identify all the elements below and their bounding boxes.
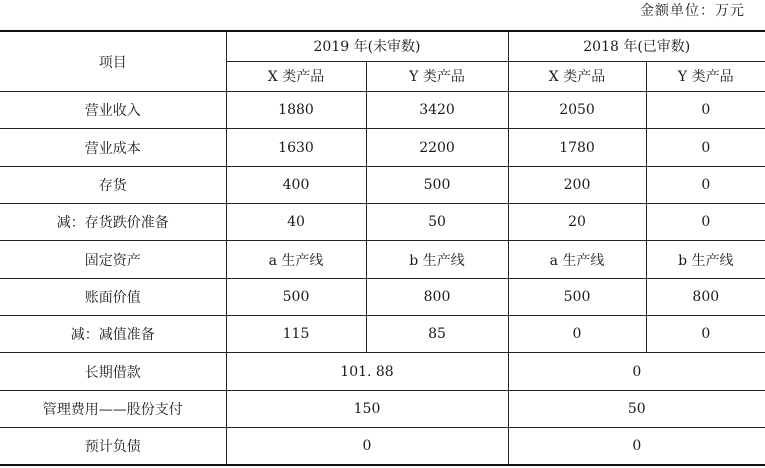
table-row (0, 428, 765, 465)
cell: 0 (646, 129, 765, 166)
cell: 400 (226, 166, 366, 203)
cell: 500 (226, 278, 366, 315)
cell: 0 (646, 204, 765, 241)
cell: 85 (366, 316, 508, 353)
row-label: 长期借款 (0, 353, 226, 390)
header-2018: 2018 年(已审数) (508, 31, 765, 61)
cell-2019: 150 (226, 390, 508, 427)
header-2018-x: X 类产品 (508, 61, 646, 91)
row-label: 营业收入 (0, 92, 226, 129)
cell: 800 (646, 278, 765, 315)
header-item: 项目 (0, 31, 226, 92)
row-label: 存货 (0, 166, 226, 203)
cell: 50 (366, 204, 508, 241)
cell-2019: 0 (226, 428, 508, 465)
cell: 2200 (366, 129, 508, 166)
row-label: 减：减值准备 (0, 316, 226, 353)
row-label: 固定资产 (0, 241, 226, 278)
row-label: 营业成本 (0, 129, 226, 166)
cell-2018: 0 (508, 353, 765, 390)
financial-table (0, 30, 765, 466)
cell: a 生产线 (226, 241, 366, 278)
row-label: 减：存货跌价准备 (0, 204, 226, 241)
cell: 3420 (366, 92, 508, 129)
cell: 200 (508, 166, 646, 203)
header-2019-x: X 类产品 (226, 61, 366, 91)
row-label: 账面价值 (0, 278, 226, 315)
table-row (0, 278, 765, 315)
cell-2018: 0 (508, 428, 765, 465)
table-row (0, 390, 765, 427)
cell: 500 (366, 166, 508, 203)
cell: 40 (226, 204, 366, 241)
table-row (0, 353, 765, 390)
cell: b 生产线 (366, 241, 508, 278)
header-2018-y: Y 类产品 (646, 61, 765, 91)
cell: 20 (508, 204, 646, 241)
header-row-years (0, 31, 765, 61)
cell: b 生产线 (646, 241, 765, 278)
cell: 2050 (508, 92, 646, 129)
cell: 800 (366, 278, 508, 315)
row-label: 预计负债 (0, 428, 226, 465)
cell: 0 (646, 316, 765, 353)
row-label: 管理费用——股份支付 (0, 390, 226, 427)
cell: 0 (508, 316, 646, 353)
cell: 500 (508, 278, 646, 315)
cell: 1880 (226, 92, 366, 129)
unit-label: 金额单位：万元 (640, 3, 745, 19)
table-row (0, 241, 765, 278)
table-row (0, 92, 765, 129)
header-2019-y: Y 类产品 (366, 61, 508, 91)
cell: 115 (226, 316, 366, 353)
table-row (0, 166, 765, 203)
cell: 0 (646, 166, 765, 203)
cell: 0 (646, 92, 765, 129)
table-row (0, 204, 765, 241)
table-row (0, 129, 765, 166)
table-row (0, 316, 765, 353)
cell-2019: 101. 88 (226, 353, 508, 390)
cell: 1630 (226, 129, 366, 166)
header-2019: 2019 年(未审数) (226, 31, 508, 61)
cell: 1780 (508, 129, 646, 166)
cell: a 生产线 (508, 241, 646, 278)
cell-2018: 50 (508, 390, 765, 427)
